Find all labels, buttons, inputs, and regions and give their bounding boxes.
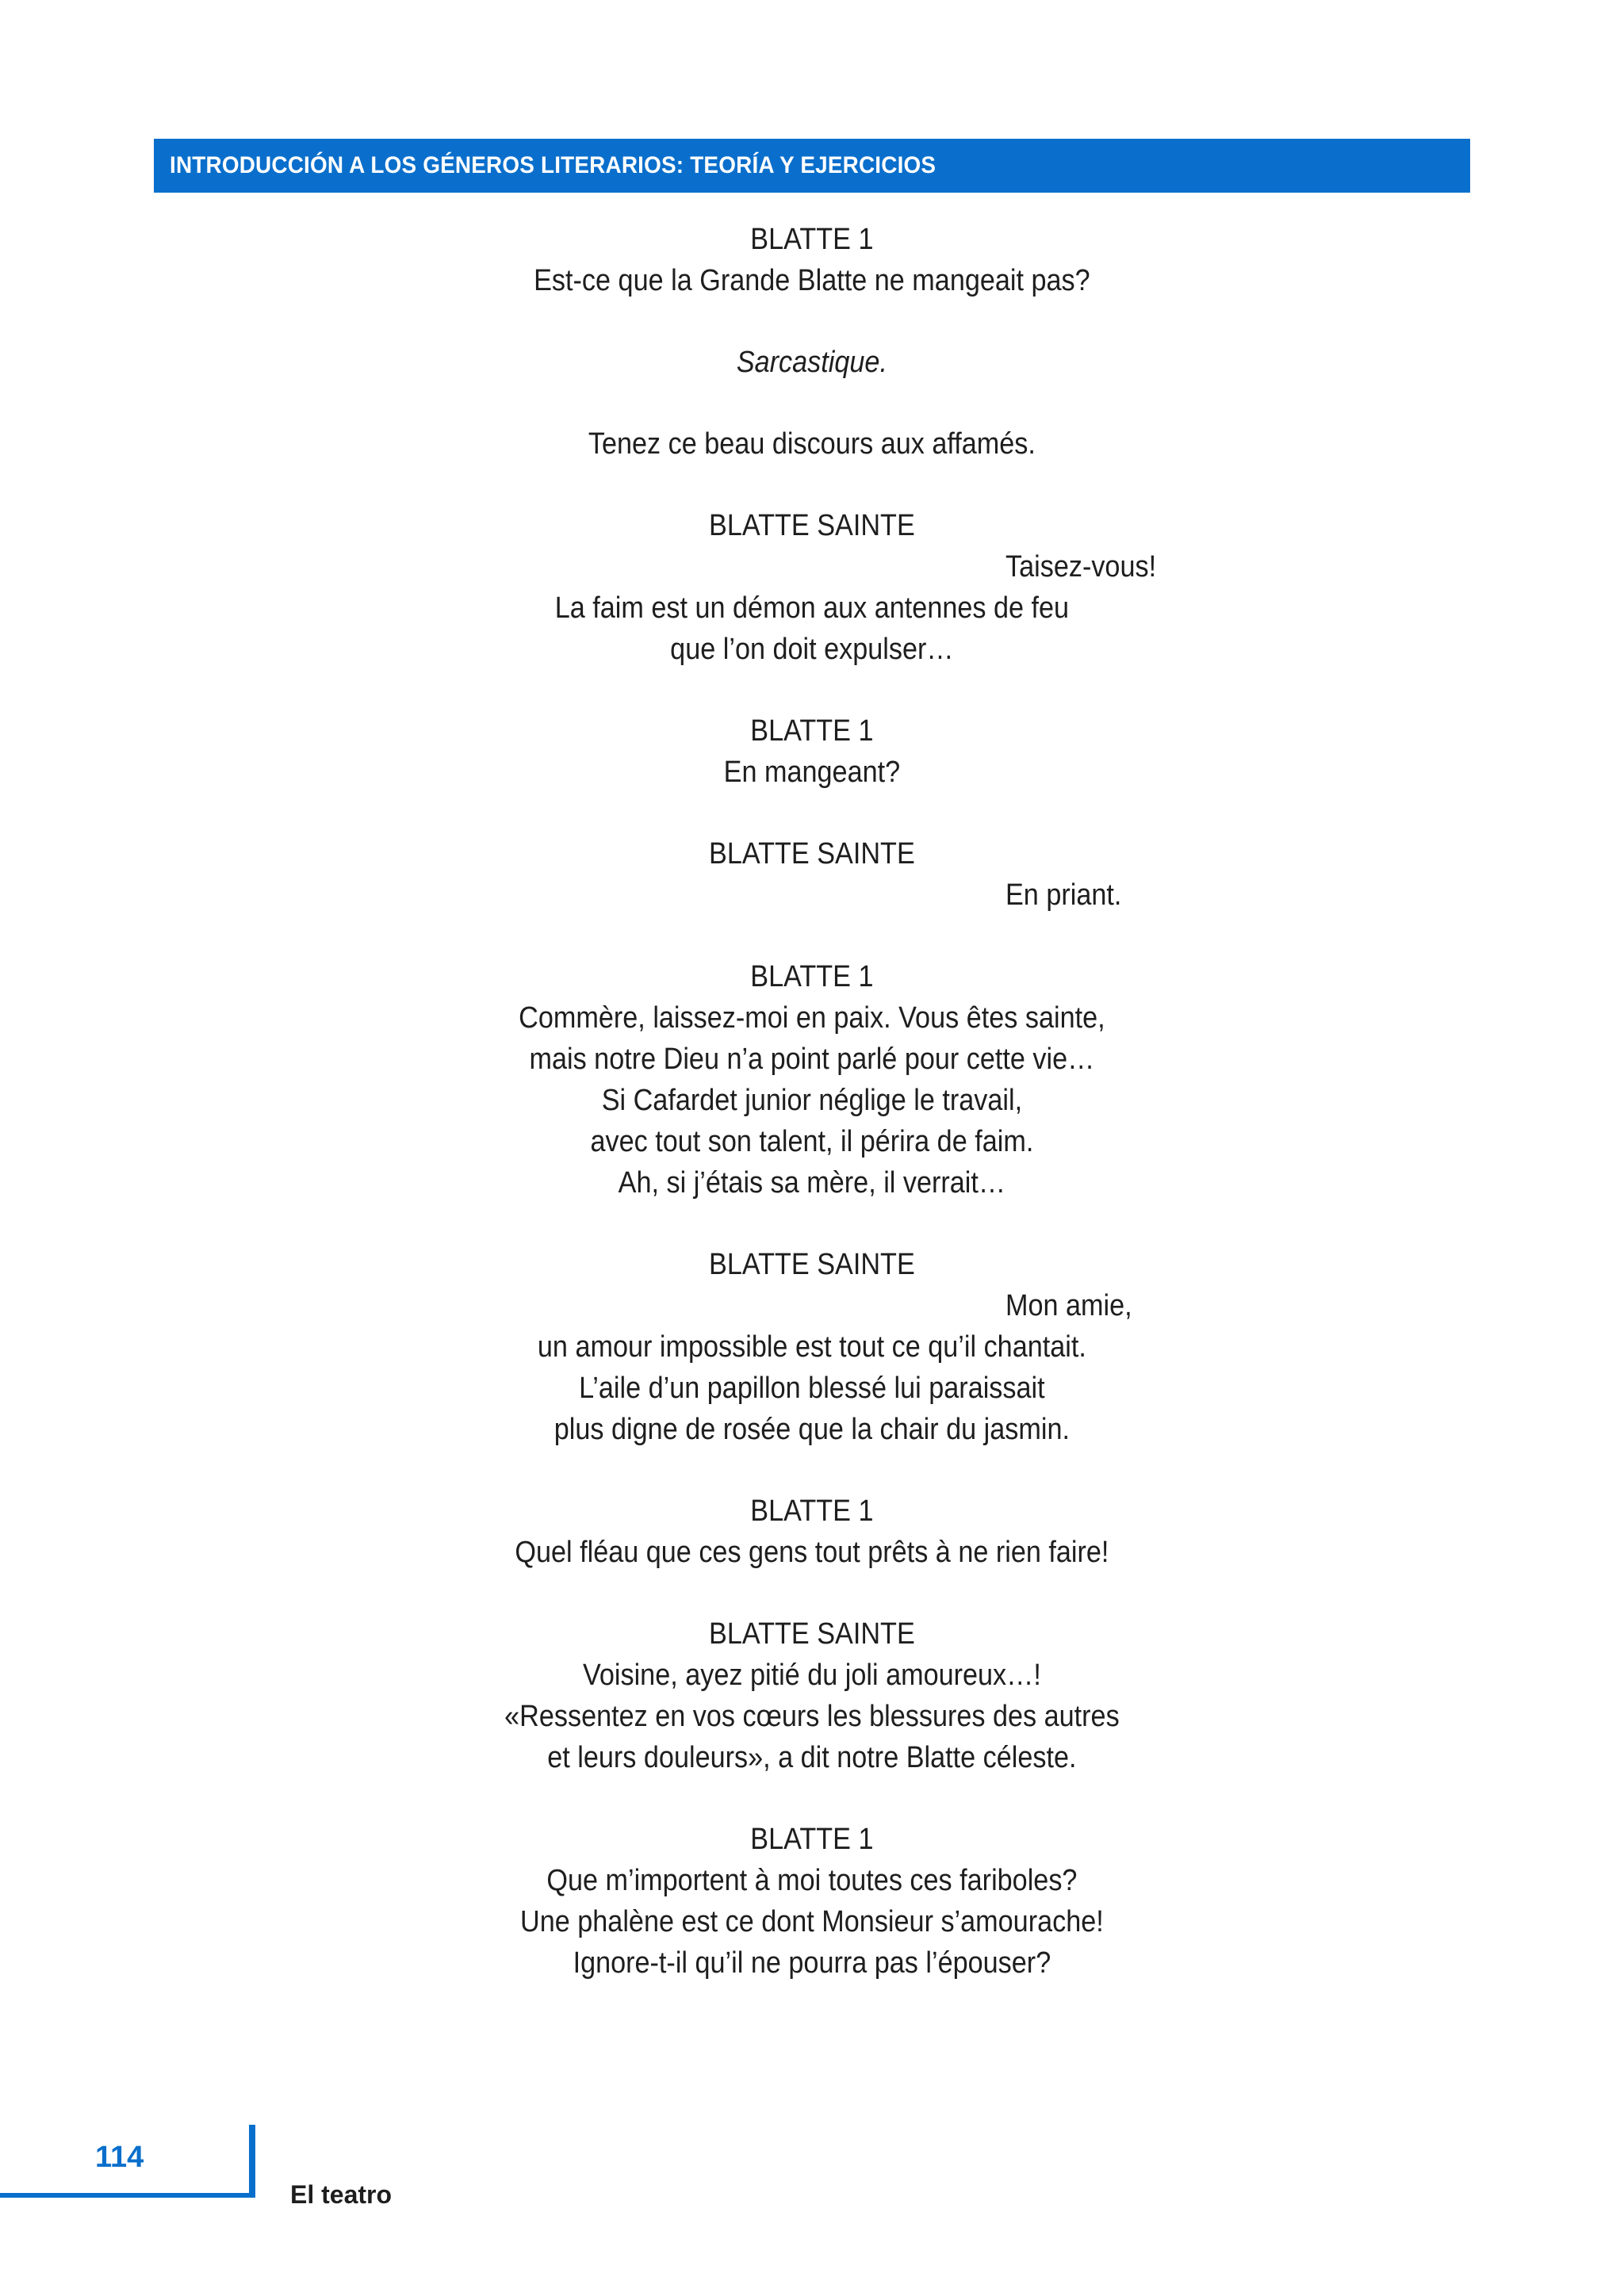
speaker-name: BLATTE 1 [750,960,874,993]
header-bar [154,139,1470,193]
footer-divider-vertical [249,2125,255,2198]
speaker-name: BLATTE SAINTE [709,837,915,871]
stage-direction: Sarcastique. [736,346,887,379]
dialogue-line: avec tout son talent, il périra de faim. [590,1125,1034,1158]
dialogue-line: Que m’importent à moi toutes ces fariboles? [546,1864,1078,1897]
speaker-name: BLATTE SAINTE [709,509,915,542]
speaker-name: BLATTE 1 [750,714,874,748]
dialogue-line: que l’on doit expulser… [670,633,954,666]
dialogue-line: Ah, si j’étais sa mère, il verrait… [618,1166,1006,1200]
speaker-name: BLATTE 1 [750,1823,874,1856]
dialogue-line: mais notre Dieu n’a point parlé pour cette vie… [529,1043,1095,1076]
dialogue-line: Si Cafardet junior néglige le travail, [601,1084,1023,1117]
speaker-name: BLATTE 1 [750,1494,874,1528]
dialogue-line: un amour impossible est tout ce qu’il chantait. [537,1330,1086,1364]
dialogue-line: et leurs douleurs», a dit notre Blatte céleste. [547,1741,1077,1774]
dialogue-line: Tenez ce beau discours aux affamés. [588,427,1036,461]
footer-divider-horizontal [0,2193,255,2198]
running-header-title: INTRODUCCIÓN A LOS GÉNEROS LITERARIOS: TEORÍA Y EJERCICIOS [170,152,936,178]
speaker-name: BLATTE 1 [750,223,874,256]
footer-section-title: El teatro [290,2180,393,2209]
dialogue-line: Une phalène est ce dont Monsieur s’amourache! [520,1905,1104,1938]
dialogue-line: Ignore-t-il qu’il ne pourra pas l’épouser? [573,1946,1051,1980]
dialogue-line: Est-ce que la Grande Blatte ne mangeait pas? [534,264,1090,297]
dialogue-line: Voisine, ayez pitié du joli amoureux…! [582,1659,1041,1692]
dialogue-line: En mangeant? [723,756,901,789]
dialogue-line: «Ressentez en vos cœurs les blessures des autres [504,1700,1120,1733]
dialogue-line: Commère, laissez-moi en paix. Vous êtes sainte, [519,1001,1105,1035]
speaker-name: BLATTE SAINTE [709,1617,915,1651]
speaker-name: BLATTE SAINTE [709,1248,915,1281]
page-number: 114 [95,2141,144,2174]
dialogue-line: Quel fléau que ces gens tout prêts à ne rien faire! [515,1536,1109,1569]
dialogue-line: La faim est un démon aux antennes de feu [554,591,1070,625]
dialogue-line: L’aile d’un papillon blessé lui paraissait [579,1372,1045,1405]
dialogue-line: plus digne de rosée que la chair du jasmin. [553,1413,1070,1446]
